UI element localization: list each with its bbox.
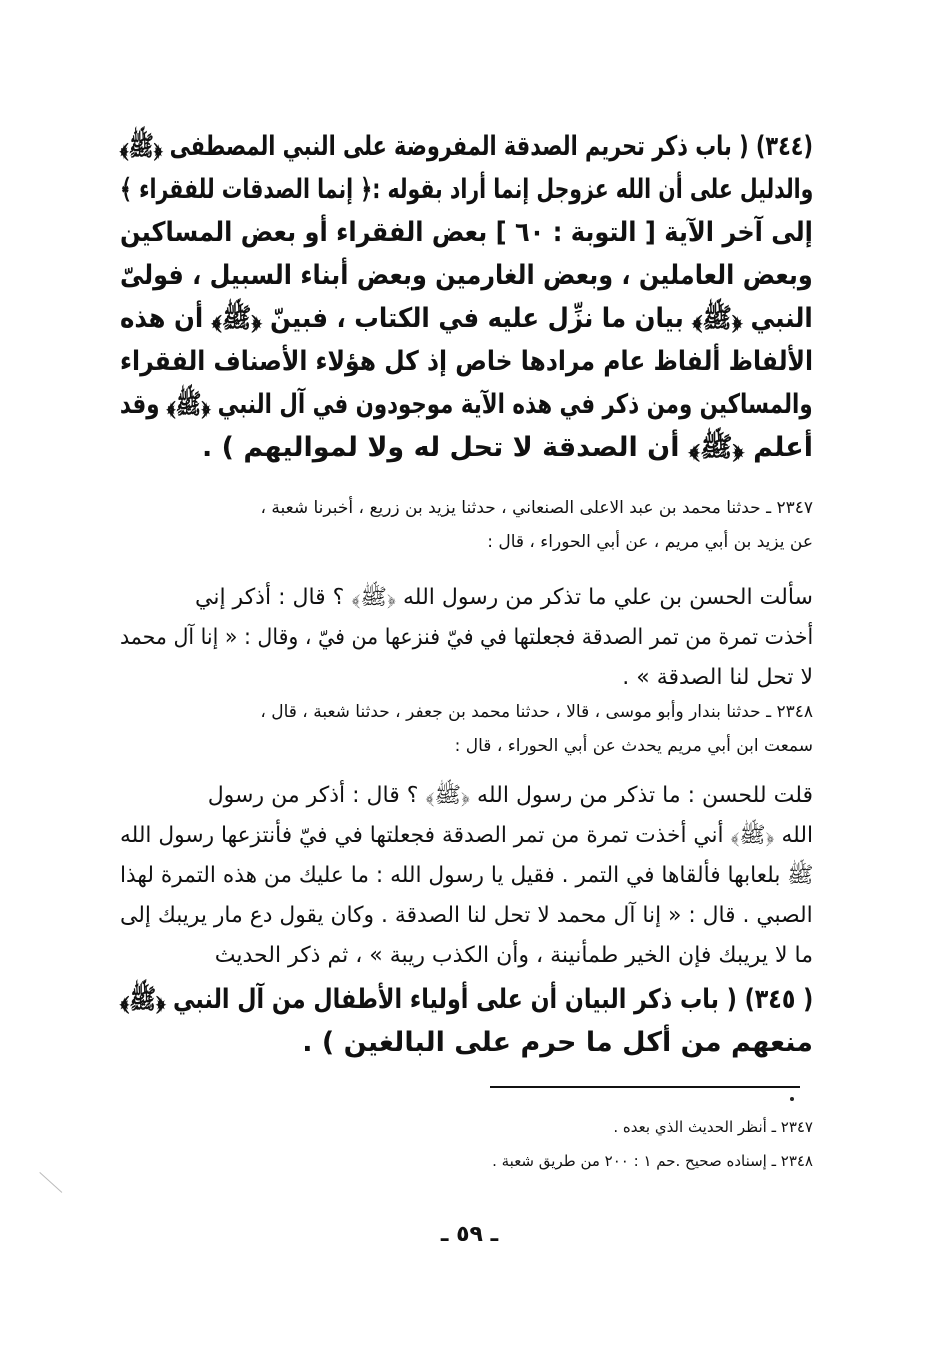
matn-line: الله ﴿ﷺ﴾ أني أخذت تمرة من تمر الصدقة فجعلتها في فيّ فأنتزعها رسول الله [120, 823, 813, 848]
heading-344-line: النبي ﴿ﷺ﴾ بيان ما نزِّل عليه في الكتاب ، فبينّ ﴿ﷺ﴾ أن هذه [120, 303, 813, 334]
matn-line: أخذت تمرة من تمر الصدقة فجعلتها في فيّ فنزعها من فيّ ، وقال : « إنا آل محمد [119, 625, 813, 650]
matn-line: ما لا يريبك فإن الخير طمأنينة ، وأن الكذب ريبة » ، ثم ذكر الحديث [214, 943, 813, 968]
footnote-line: ٢٣٤٧ ـ أنظر الحديث الذي بعده . [613, 1118, 813, 1136]
heading-344-line: وبعض العاملين ، وبعض الغارمين وبعض أبناء السبيل ، فولىّ [120, 260, 813, 291]
footnote-line: ٢٣٤٨ ـ إسناده صحيح .حم ١ : ٢٠٠ من طريق شعبة . [492, 1152, 813, 1170]
matn-line: الصبي . قال : « إنا آل محمد لا تحل لنا الصدقة . وكان يقول دع مار يريبك إلى [120, 903, 813, 928]
matn-line: ﷺ بلعابها فألقاها في التمر . فقيل يا رسول الله : ما عليك من هذه التمرة لهذا [119, 863, 813, 888]
heading-345-line: منعهم من أكل ما حرم على البالغين ) . [302, 1027, 813, 1058]
heading-345-line: ( ٣٤٥) ( باب ذكر البيان أن على أولياء الأطفال من آل النبي ﴿ﷺ﴾ [119, 984, 813, 1015]
heading-344-line: أعلم ﴿ﷺ﴾ أن الصدقة لا تحل له ولا لمواليهم ) . [201, 432, 813, 463]
isnad-line: ٢٣٤٧ ـ حدثنا محمد بن عبد الاعلى الصنعاني ، حدثنا يزيد بن زريع ، أخبرنا شعبة ، [260, 498, 813, 518]
heading-344-line: والدليل على أن الله عزوجل إنما أراد بقوله :﴿ إنما الصدقات للفقراء ﴾ [119, 174, 813, 205]
matn-line: قلت للحسن : ما تذكر من رسول الله ﴿ﷺ﴾ ؟ قال : أذكر من رسول [207, 783, 813, 808]
isnad-line: عن يزيد بن أبي مريم ، عن أبي الحوراء ، قال : [487, 532, 813, 552]
isnad-line: سمعت ابن أبي مريم يحدث عن أبي الحوراء ، قال : [454, 736, 813, 756]
isnad-line: ٢٣٤٨ ـ حدثنا بندار وأبو موسى ، قالا ، حدثنا محمد بن جعفر ، حدثنا شعبة ، قال ، [260, 702, 813, 722]
heading-344-line: والمساكين ومن ذكر في هذه الآية موجودون في آل النبي ﴿ﷺ﴾ وقد [120, 389, 813, 420]
scan-mark [39, 1172, 62, 1193]
matn-line: لا تحل لنا الصدقة » . [622, 665, 813, 690]
heading-344-line: الألفاظ ألفاظ عام مرادها خاص إذ كل هؤلاء الأصناف الفقراء [119, 346, 813, 377]
heading-344-line: إلى آخر الآية [ التوبة : ٦٠ ] بعض الفقراء أو بعض المساكين [120, 217, 813, 248]
footnote-separator [490, 1086, 800, 1088]
ink-speck [790, 1097, 794, 1101]
matn-line: سألت الحسن بن علي ما تذكر من رسول الله ﴿ﷺ﴾ ؟ قال : أذكر إني [194, 585, 813, 610]
page-number: ـ ٥٩ ـ [440, 1222, 499, 1247]
heading-344-line: (٣٤٤) ( باب ذكر تحريم الصدقة المفروضة على النبي المصطفى ﴿ﷺ﴾ [119, 131, 813, 162]
